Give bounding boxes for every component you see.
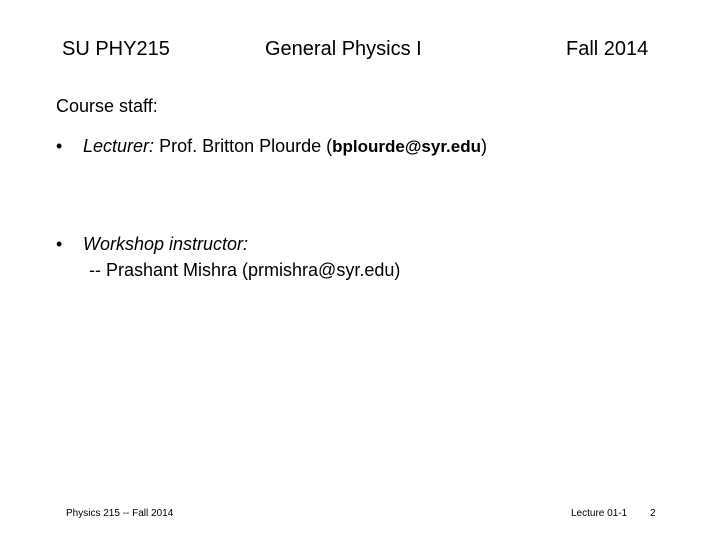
lecturer-name: Prof. Britton Plourde ( [159, 136, 333, 156]
course-title: General Physics I [265, 38, 422, 60]
course-term: Fall 2014 [566, 38, 649, 60]
lecturer-close-paren: ) [480, 136, 487, 156]
footer-course: Physics 215 -- Fall 2014 [66, 508, 174, 519]
page-number: 2 [650, 508, 656, 519]
bullet-icon: • [56, 234, 63, 254]
course-code: SU PHY215 [62, 38, 170, 60]
section-title: Course staff: [56, 96, 158, 116]
workshop-label: Workshop instructor: [83, 234, 249, 254]
footer-lecture: Lecture 01-1 [571, 508, 628, 519]
workshop-instructor-line: -- Prashant Mishra (prmishra@syr.edu) [89, 260, 401, 280]
lecturer-email: bplourde@syr.edu [332, 137, 481, 156]
bullet-icon: • [56, 136, 63, 156]
lecturer-text [83, 134, 487, 159]
lecturer-label: Lecturer: [83, 136, 155, 156]
